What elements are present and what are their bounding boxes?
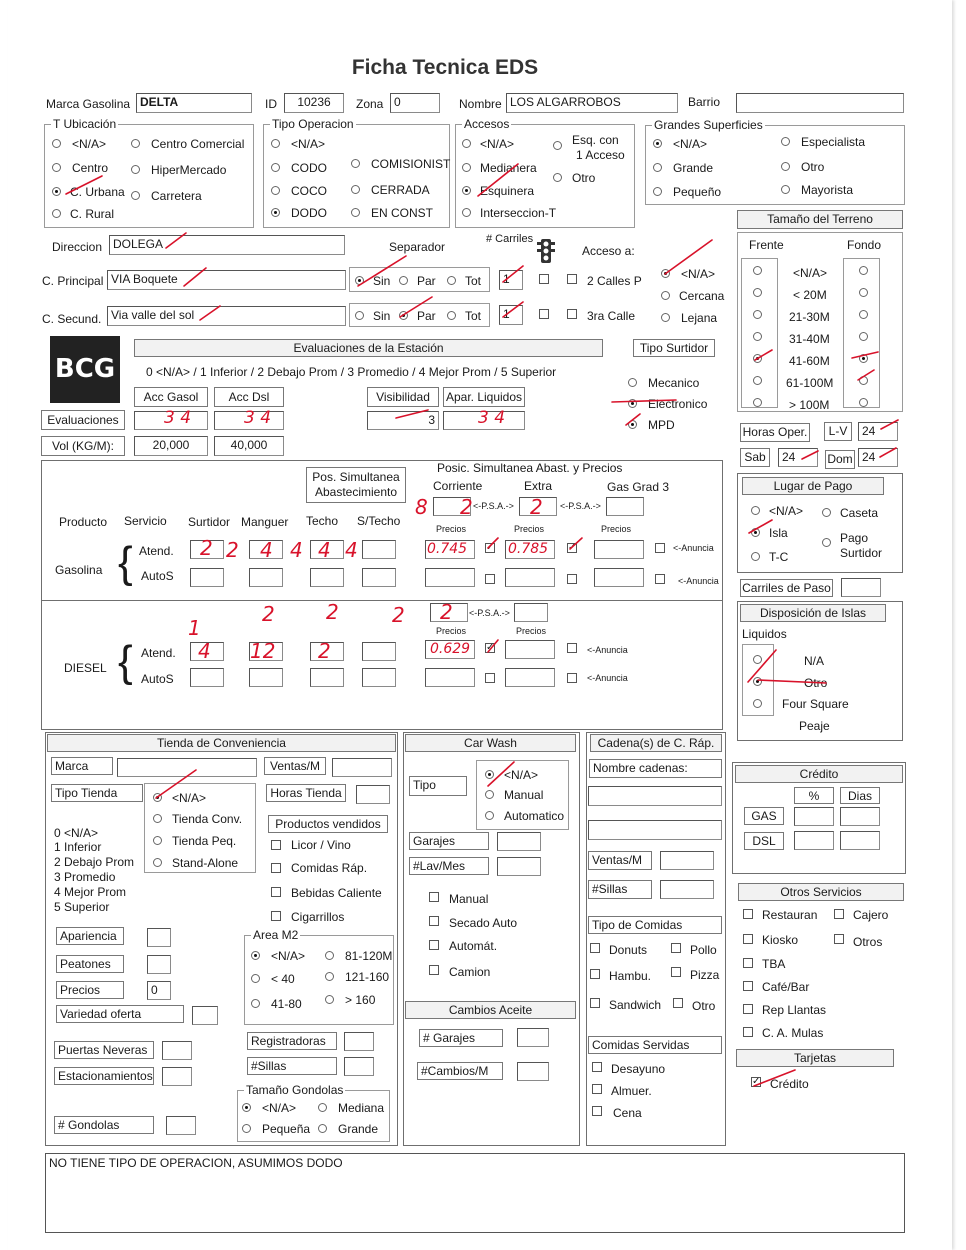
tarjeta-credito-checkbox[interactable]: ✓ xyxy=(752,1076,761,1087)
area-40-label: < 40 xyxy=(271,972,295,986)
tipo-operacion-legend: Tipo Operacion xyxy=(272,117,354,131)
operacion-coco-label: COCO xyxy=(291,184,327,198)
otros-servicios-title: Otros Servicios xyxy=(738,883,904,901)
pos-simultanea-header: Pos. Simultanea Abastecimiento xyxy=(306,467,406,503)
calle-secund-label: C. Secund. xyxy=(42,312,102,326)
horas-tienda-label: Horas Tienda xyxy=(266,784,346,802)
tienda-conv-label: Tienda Conv. xyxy=(172,812,243,826)
zona-label: Zona xyxy=(356,97,384,111)
marca-label: Marca Gasolina xyxy=(46,97,131,111)
ubicacion-carretera-label: Carretera xyxy=(151,189,202,203)
credito-dsl-label: DSL xyxy=(744,832,784,850)
hw-gas-surtidor: 2 xyxy=(200,536,213,560)
tienda-na-label: <N/A> xyxy=(172,791,207,805)
acceso-a-label: Acceso a: xyxy=(582,244,635,258)
credito-title: Crédito xyxy=(735,765,903,783)
surtidor-mecanico-label: Mecanico xyxy=(648,376,700,390)
gondolas-legend: Tamaño Gondolas xyxy=(246,1083,344,1097)
tienda-scale-0: 0 <N/A> xyxy=(54,826,99,840)
desayuno-label: Desayuno xyxy=(611,1062,666,1076)
ubicacion-centro-label: Centro xyxy=(72,161,109,175)
acceso-na-label: <N/A> xyxy=(681,267,716,281)
hw-gas-techo: 4 xyxy=(318,538,331,562)
sep-secund-tot-label: Tot xyxy=(465,309,482,323)
tienda-stand-label: Stand-Alone xyxy=(172,856,239,870)
gs-grande-label: Grande xyxy=(673,161,714,175)
cw-manual-label: Manual xyxy=(449,892,489,906)
precios-tienda-label: Precios xyxy=(56,981,124,999)
area-160-label: > 160 xyxy=(345,993,376,1007)
comidas-rap-label: Comidas Ráp. xyxy=(291,861,368,875)
carwash-auto-label: Automatico xyxy=(504,809,565,823)
bcg-logo: BCG xyxy=(50,336,120,403)
surtidor-header: Surtidor xyxy=(188,515,231,529)
restauran-label: Restauran xyxy=(762,908,818,922)
area-81-label: 81-120M xyxy=(345,949,393,963)
frente-label: Frente xyxy=(749,238,784,252)
hambu-label: Hambu. xyxy=(609,969,652,983)
hw-gas-manguer: 4 xyxy=(260,538,273,562)
horas-dom-label: Dom xyxy=(825,450,855,469)
visibilidad-field[interactable]: 3 xyxy=(367,411,439,430)
lav-mes-label: #Lav/Mes xyxy=(409,857,489,875)
gasolina-brace-icon: { xyxy=(118,538,133,587)
calle-principal-field[interactable]: VIA Boquete xyxy=(107,270,346,290)
registradoras-label: Registradoras xyxy=(247,1032,337,1050)
horas-sab-field[interactable]: 24 xyxy=(778,448,818,467)
hw-gas-surtidor-2: 2 xyxy=(226,538,239,562)
pago-caseta-label: Caseta xyxy=(840,506,879,520)
gs-na-label: <N/A> xyxy=(673,137,708,151)
operacion-comisionist-label: COMISIONIST xyxy=(371,157,451,171)
ubicacion-centro-comercial-label: Centro Comercial xyxy=(151,137,245,151)
hw-diesel-4: 2 xyxy=(392,603,405,627)
carriles-secund-field[interactable]: 1 xyxy=(499,305,523,325)
cigarrillos-label: Cigarrillos xyxy=(291,910,345,924)
precios-label-1: Precios xyxy=(436,524,467,534)
evaluaciones-label: Evaluaciones xyxy=(41,410,125,430)
precios-label-3: Precios xyxy=(601,524,632,534)
pizza-label: Pizza xyxy=(690,968,720,982)
horas-dom-field[interactable]: 24 xyxy=(858,448,898,467)
area-121-label: 121-160 xyxy=(345,970,390,984)
rep-llantas-label: Rep Llantas xyxy=(762,1003,827,1017)
tienda-scale-1: 1 Inferior xyxy=(54,840,102,854)
hw-gas-psa-3: 2 xyxy=(530,495,543,519)
tienda-peq-label: Tienda Peq. xyxy=(172,834,237,848)
donuts-label: Donuts xyxy=(609,943,648,957)
hw-gas-manguer-2: 4 xyxy=(290,538,303,562)
psa-label-1: <-P.S.A.-> xyxy=(473,501,514,511)
sep-secund-sin-label: Sin xyxy=(373,309,391,323)
diesel-atend-label: Atend. xyxy=(141,646,176,660)
comidas-servidas-title: Comidas Servidas xyxy=(588,1036,722,1054)
accesos-esquinera-label: Esquinera xyxy=(480,184,535,198)
tienda-scale-3: 3 Promedio xyxy=(54,870,116,884)
terreno-na-label: <N/A> xyxy=(793,266,828,280)
stecho-header: S/Techo xyxy=(357,514,401,528)
cw-secado-label: Secado Auto xyxy=(449,916,518,930)
hw-diesel-3: 2 xyxy=(326,600,339,624)
visibilidad-header: Visibilidad xyxy=(367,387,439,407)
lugar-pago-title: Lugar de Pago xyxy=(742,477,884,495)
tamano-terreno-title: Tamaño del Terreno xyxy=(737,210,903,229)
anuncia-label-2: <-Anuncia xyxy=(678,576,719,586)
sep-principal-tot-label: Tot xyxy=(465,274,482,288)
acc-gasol-header: Acc Gasol xyxy=(134,387,208,407)
terreno-gt100-label: > 100M xyxy=(789,398,830,412)
gs-mayorista-label: Mayorista xyxy=(801,183,854,197)
comentario-field[interactable]: NO TIENE TIPO DE OPERACION, ASUMIMOS DODO xyxy=(45,1153,905,1233)
hw-diesel-2: 2 xyxy=(262,602,275,626)
operacion-codo-label: CODO xyxy=(291,161,327,175)
sep-secund-par-label: Par xyxy=(417,309,436,323)
area-na-label: <N/A> xyxy=(271,949,306,963)
estacionamientos-label: Estacionamientos xyxy=(54,1067,154,1085)
grandes-superficies-legend: Grandes Superficies xyxy=(654,118,763,132)
carriles-principal-field[interactable]: 1 xyxy=(499,270,523,290)
id-label: ID xyxy=(265,97,277,111)
hw-gas-psa-1: 8 xyxy=(415,495,428,519)
calles2-label: 2 Calles P xyxy=(587,274,642,288)
cambios-m-label: #Cambios/M xyxy=(417,1062,503,1080)
servicio-header: Servicio xyxy=(124,514,167,528)
terreno-100-label: 61-100M xyxy=(786,376,834,390)
diesel-label: DIESEL xyxy=(64,661,107,675)
cafe-label: Café/Bar xyxy=(762,980,810,994)
techo-header: Techo xyxy=(306,514,339,528)
credito-pct-header: % xyxy=(794,787,834,804)
acceso-lejana-label: Lejana xyxy=(681,311,718,325)
pago-surtidor-label: Surtidor xyxy=(840,546,883,560)
ubicacion-urbana-label: C. Urbana xyxy=(70,185,125,199)
tienda-title: Tienda de Conveniencia xyxy=(47,734,396,752)
area-41-label: 41-80 xyxy=(271,997,302,1011)
psa-label-3: <-P.S.A.-> xyxy=(469,608,510,618)
tienda-ventas-label: Ventas/M xyxy=(264,757,326,775)
cajero-label: Cajero xyxy=(853,908,889,922)
cadenas-title: Cadena(s) de C. Ráp. xyxy=(590,734,722,752)
hw-gas-techo-2: 4 xyxy=(345,538,358,562)
accesos-esq-label: Esq. con xyxy=(572,133,619,147)
calle-principal-label: C. Principal xyxy=(42,274,104,288)
ubicacion-legend: T Ubicación xyxy=(53,117,117,131)
credito-dias-header: Dias xyxy=(840,787,880,804)
gasolina-label: Gasolina xyxy=(55,563,103,577)
terreno-40-label: 31-40M xyxy=(789,332,830,346)
hw-acc-gasol: 3 4 xyxy=(164,408,192,428)
pago-isla-label: Isla xyxy=(769,526,788,540)
nombre-label: Nombre xyxy=(459,97,502,111)
accesos-interseccion-label: Interseccion-T xyxy=(480,206,557,220)
credito-gas-label: GAS xyxy=(744,807,784,825)
evaluaciones-scale: 0 <N/A> / 1 Inferior / 2 Debajo Prom / 3 Promedio / 4 Mejor Prom / 5 Superior xyxy=(146,365,557,379)
hw-diesel-precio: 0.629 xyxy=(430,641,471,657)
hw-gas-precio-extra: 0.785 xyxy=(508,541,549,557)
tienda-marca-label: Marca xyxy=(51,757,113,775)
puertas-label: Puertas Neveras xyxy=(54,1041,154,1059)
gas-atend-anuncia-1[interactable]: ✓ xyxy=(486,542,495,553)
carwash-na-label: <N/A> xyxy=(504,768,539,782)
ubicacion-hipermercado-label: HiperMercado xyxy=(151,163,227,177)
horas-sab-label: Sab xyxy=(740,448,770,467)
manguer-header: Manguer xyxy=(241,515,289,529)
corriente-label: Corriente xyxy=(433,479,483,493)
separador-label: Separador xyxy=(389,240,446,254)
diesel-brace-icon: { xyxy=(118,637,133,686)
licor-label: Licor / Vino xyxy=(291,838,351,852)
gondola-na-label: <N/A> xyxy=(262,1101,297,1115)
operacion-cerrada-label: CERRADA xyxy=(371,183,430,197)
tarjetas-title: Tarjetas xyxy=(736,1049,894,1067)
bebidas-label: Bebidas Caliente xyxy=(291,886,382,900)
peatones-label: Peatones xyxy=(56,955,124,973)
pago-tc-label: T-C xyxy=(769,550,789,564)
gas-atend-anuncia-2[interactable]: ✓ xyxy=(568,542,577,553)
acceso-cercana-label: Cercana xyxy=(679,289,725,303)
area-legend: Area M2 xyxy=(253,928,299,942)
kiosko-label: Kiosko xyxy=(762,933,799,947)
psa-label-2: <-P.S.A.-> xyxy=(560,501,601,511)
sandwich-label: Sandwich xyxy=(609,998,662,1012)
hw-gas-precio-corriente: 0.745 xyxy=(427,541,468,557)
operacion-na-label: <N/A> xyxy=(291,137,326,151)
sep-principal-par-label: Par xyxy=(417,274,436,288)
direccion-field[interactable]: DOLEGA xyxy=(109,235,345,255)
tarjeta-credito-label: Crédito xyxy=(770,1077,809,1091)
ubicacion-na-label: <N/A> xyxy=(72,137,107,151)
almuer-label: Almuer. xyxy=(611,1084,652,1098)
gondola-pequena-label: Pequeña xyxy=(262,1122,311,1136)
accesos-1acceso-label: 1 Acceso xyxy=(576,148,625,162)
vol-label: Vol (KG/M): xyxy=(41,436,125,456)
precios-label-2: Precios xyxy=(514,524,545,534)
cw-camion-label: Camion xyxy=(449,965,491,979)
anuncia-label-3: <-Anuncia xyxy=(587,645,628,655)
precios-label-5: Precios xyxy=(516,626,547,636)
tienda-scale-5: 5 Superior xyxy=(54,900,110,914)
carwash-title: Car Wash xyxy=(405,734,576,752)
gas-grad3-label: Gas Grad 3 xyxy=(607,480,670,494)
terreno-30-label: 21-30M xyxy=(789,310,830,324)
calle-secund-field[interactable]: Via valle del sol xyxy=(107,306,346,326)
productos-vendidos-title: Productos vendidos xyxy=(268,815,388,833)
diesel-atend-anuncia-1[interactable]: ✓ xyxy=(486,642,495,653)
anuncia-label-4: <-Anuncia xyxy=(587,673,628,683)
tienda-sillas-label: #Sillas xyxy=(247,1057,337,1075)
pollo-label: Pollo xyxy=(690,943,717,957)
vol-gasol-field[interactable]: 20,000 xyxy=(134,436,208,456)
disposicion-na-label: N/A xyxy=(804,654,825,668)
liquidos-label: Liquidos xyxy=(742,627,787,641)
cambios-garajes-label: # Garajes xyxy=(419,1029,503,1047)
cena-label: Cena xyxy=(613,1106,642,1120)
tienda-scale-2: 2 Debajo Prom xyxy=(54,855,135,869)
accesos-medianera-label: Medianera xyxy=(480,161,537,175)
tipo-surtidor-title: Tipo Surtidor xyxy=(633,339,715,357)
carriles-label: # Carriles xyxy=(486,233,534,245)
accesos-otro-label: Otro xyxy=(572,171,596,185)
horas-lv-field[interactable]: 24 xyxy=(858,422,898,441)
fondo-label: Fondo xyxy=(847,238,882,252)
num-gondolas-label: # Gondolas xyxy=(54,1116,154,1134)
variedad-label: Variedad oferta xyxy=(56,1005,184,1023)
barrio-label: Barrio xyxy=(688,95,721,109)
pago-pago-label: Pago xyxy=(840,531,869,545)
gs-otro-label: Otro xyxy=(801,160,825,174)
marca-field[interactable]: DELTA xyxy=(136,93,252,113)
apariencia-label: Apariencia xyxy=(56,927,124,945)
operacion-enconst-label: EN CONST xyxy=(371,206,434,220)
direccion-label: Direccion xyxy=(52,240,103,254)
sep-principal-sin-label: Sin xyxy=(373,274,391,288)
disposicion-four-square-label: Four Square xyxy=(782,697,849,711)
diesel-autos-label: AutoS xyxy=(141,672,174,686)
evaluaciones-title: Evaluaciones de la Estación xyxy=(134,339,603,357)
carwash-garajes-label: Garajes xyxy=(409,832,489,850)
tipo-comidas-title: Tipo de Comidas xyxy=(588,916,722,934)
horas-lv-label: L-V xyxy=(824,422,852,441)
cadenas-ventas-label: Ventas/M xyxy=(588,851,652,870)
cambios-aceite-title: Cambios Aceite xyxy=(405,1001,576,1019)
nombre-cadenas-label: Nombre cadenas: xyxy=(589,759,722,778)
accesos-na-label: <N/A> xyxy=(480,137,515,151)
calle3-label: 3ra Calle xyxy=(587,309,636,323)
posic-title: Posic. Simultanea Abast. y Precios xyxy=(437,461,623,475)
precios-tienda-field[interactable]: 0 xyxy=(147,981,171,1000)
horas-oper-label: Horas Oper. xyxy=(740,423,810,442)
carwash-manual-label: Manual xyxy=(504,788,544,802)
terreno-20-label: < 20M xyxy=(793,288,827,302)
apar-liquidos-header: Apar. Liquidos xyxy=(443,387,525,407)
hw-apar: 3 4 xyxy=(478,408,506,428)
cadenas-sillas-label: #Sillas xyxy=(588,880,652,899)
nombre-field[interactable]: LOS ALGARROBOS xyxy=(506,93,678,113)
terreno-60-label: 41-60M xyxy=(789,354,830,368)
vol-dsl-field[interactable]: 40,000 xyxy=(214,436,284,456)
ca-mulas-label: C. A. Mulas xyxy=(762,1026,824,1040)
surtidor-electronico-label: Electronico xyxy=(648,397,708,411)
gondola-grande-label: Grande xyxy=(338,1122,379,1136)
gas-atend-label: Atend. xyxy=(139,544,174,558)
carriles-paso-label: Carriles de Paso xyxy=(740,579,833,597)
zona-field[interactable]: 0 xyxy=(390,93,440,113)
disposicion-otro-label: Otro xyxy=(804,676,828,690)
cw-automat-label: Automát. xyxy=(449,939,498,953)
pago-na-label: <N/A> xyxy=(769,504,804,518)
hw-acc-dsl: 3 4 xyxy=(244,408,272,428)
precios-label-4: Precios xyxy=(436,626,467,636)
carwash-tipo-label: Tipo xyxy=(409,776,467,796)
hw-gas-psa-2: 2 xyxy=(460,495,473,519)
otros-label: Otros xyxy=(853,935,883,949)
gs-pequeno-label: Pequeño xyxy=(673,185,722,199)
form-title: Ficha Tecnica EDS xyxy=(351,56,539,79)
hw-diesel-psa: 2 xyxy=(440,600,453,624)
acc-dsl-header: Acc Dsl xyxy=(214,387,284,407)
id-field[interactable]: 10236 xyxy=(284,93,344,113)
extra-label: Extra xyxy=(524,479,553,493)
gs-especialista-label: Especialista xyxy=(801,135,866,149)
surtidor-mpd-label: MPD xyxy=(648,418,675,432)
accesos-legend: Accesos xyxy=(464,117,510,131)
disposicion-peaje-label: Peaje xyxy=(799,719,830,733)
hw-diesel-1: 1 xyxy=(188,616,201,640)
producto-header: Producto xyxy=(59,515,108,529)
disposicion-title: Disposición de Islas xyxy=(740,604,886,622)
anuncia-label-1: <-Anuncia xyxy=(673,543,714,553)
hw-diesel-techo: 2 xyxy=(318,639,331,663)
hw-diesel-manguer: 12 xyxy=(250,639,276,663)
gondola-mediana-label: Mediana xyxy=(338,1101,385,1115)
ubicacion-rural-label: C. Rural xyxy=(70,207,115,221)
gas-autos-label: AutoS xyxy=(141,569,174,583)
hw-diesel-surtidor: 4 xyxy=(198,639,211,663)
otro-comida-label: Otro xyxy=(692,999,716,1013)
operacion-dodo-label: DODO xyxy=(291,206,327,220)
tienda-scale-4: 4 Mejor Prom xyxy=(54,885,127,899)
tipo-tienda-label: Tipo Tienda xyxy=(51,784,143,802)
tba-label: TBA xyxy=(762,957,786,971)
